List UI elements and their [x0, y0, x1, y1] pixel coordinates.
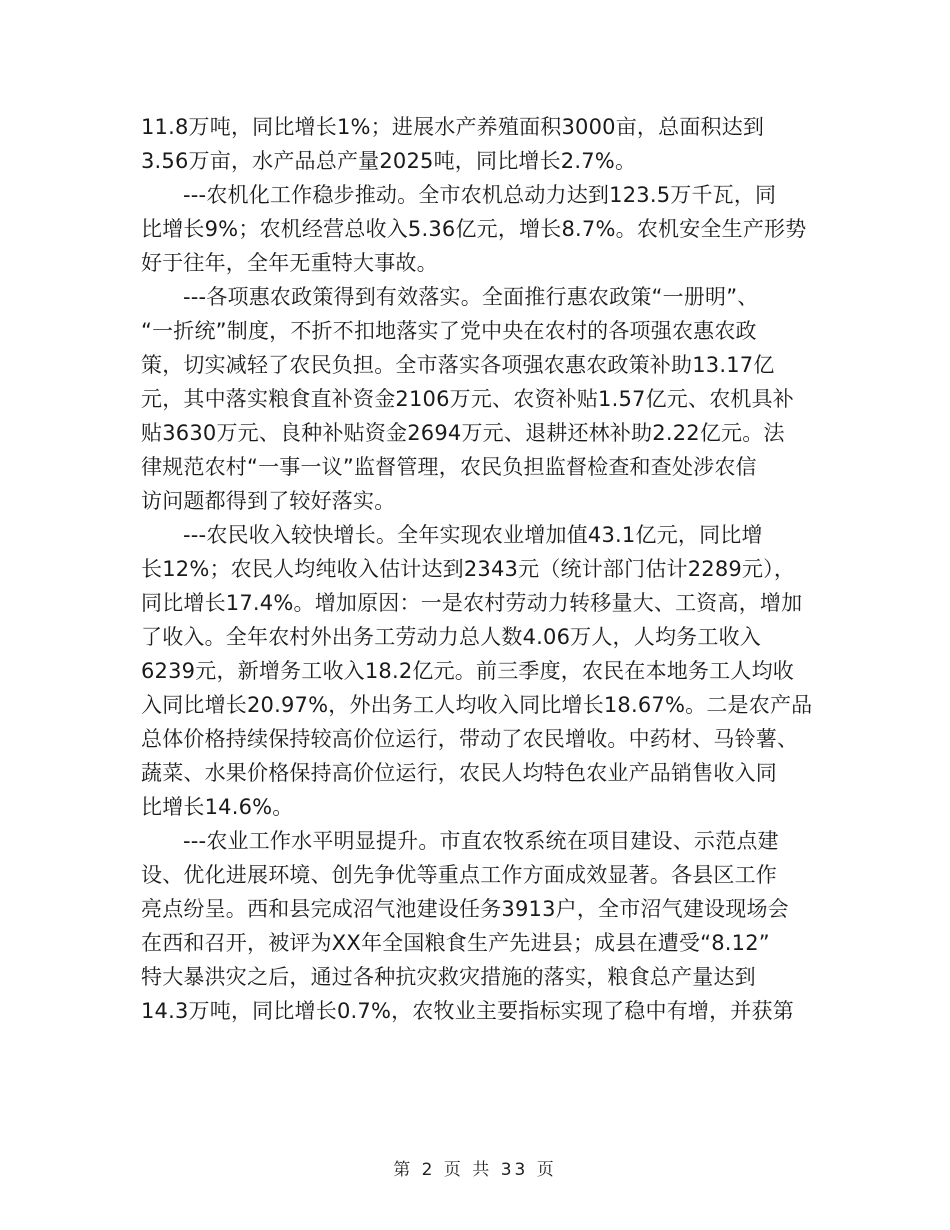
text-line: ---农机化工作稳步推动。全市农机总动力达到123.5万千瓦，同	[183, 183, 777, 207]
text-line: 特大暴洪灾之后，通过各种抗灾救灾措施的落实，粮食总产量达到	[141, 965, 756, 989]
text-line: 亮点纷呈。西和县完成沼气池建设任务3913户，全市沼气建设现场会	[141, 897, 789, 921]
text-line: ---农业工作水平明显提升。市直农牧系统在项目建设、示范点建	[183, 829, 779, 853]
text-line: 好于往年，全年无重特大事故。	[141, 251, 438, 275]
text-line: 蔬菜、水果价格保持高价位运行，农民人均特色农业产品销售收入同	[141, 761, 777, 785]
text-line: 同比增长17.4%。增加原因：一是农村劳动力转移量大、工资高，增加	[141, 591, 803, 615]
text-line: 总体价格持续保持较高价位运行，带动了农民增收。中药材、马铃薯、	[141, 727, 799, 751]
document-body	[141, 110, 821, 1028]
text-line: 元，其中落实粮食直补资金2106万元、农资补贴1.57亿元、农机具补	[141, 387, 794, 411]
text-line: 律规范农村“一事一议”监督管理，农民负担监督检查和查处涉农信	[141, 455, 757, 479]
text-line: ---农民收入较快增长。全年实现农业增加值43.1亿元，同比增	[183, 523, 763, 547]
text-line: 11.8万吨，同比增长1%；进展水产养殖面积3000亩，总面积达到	[141, 115, 765, 139]
text-line: 在西和召开，被评为XX年全国粮食生产先进县；成县在遭受“8.12”	[141, 931, 770, 955]
page-footer: 第 2 页 共 33 页	[393, 1160, 557, 1180]
text-line: 14.3万吨，同比增长0.7%，农牧业主要指标实现了稳中有增，并获第	[141, 999, 794, 1023]
text-line: 入同比增长20.97%，外出务工人均收入同比增长18.67%。二是农产品	[141, 693, 813, 717]
text-line: 策，切实减轻了农民负担。全市落实各项强农惠农政策补助13.17亿	[141, 353, 775, 377]
text-line: ---各项惠农政策得到有效落实。全面推行惠农政策“一册明”、	[183, 285, 759, 309]
text-line: 长12%；农民人均纯收入估计达到2343元（统计部门估计2289元），	[141, 557, 796, 581]
text-line: 贴3630万元、良种补贴资金2694万元、退耕还林补助2.22亿元。法	[141, 421, 785, 445]
text-line: “一折统”制度，不折不扣地落实了党中央在农村的各项强农惠农政	[141, 319, 757, 343]
text-line: 3.56万亩，水产品总产量2025吨，同比增长2.7%。	[141, 149, 637, 173]
text-line: 比增长9%；农机经营总收入5.36亿元，增长8.7%。农机安全生产形势	[141, 217, 807, 241]
text-line: 了收入。全年农村外出务工劳动力总人数4.06万人，人均务工收入	[141, 625, 761, 649]
text-line: 访问题都得到了较好落实。	[141, 489, 396, 513]
text-line: 设、优化进展环境、创先争优等重点工作方面成效显著。各县区工作	[141, 863, 777, 887]
text-line: 比增长14.6%。	[141, 795, 294, 819]
text-line: 6239元，新增务工收入18.2亿元。前三季度，农民在本地务工人均收	[141, 659, 794, 683]
